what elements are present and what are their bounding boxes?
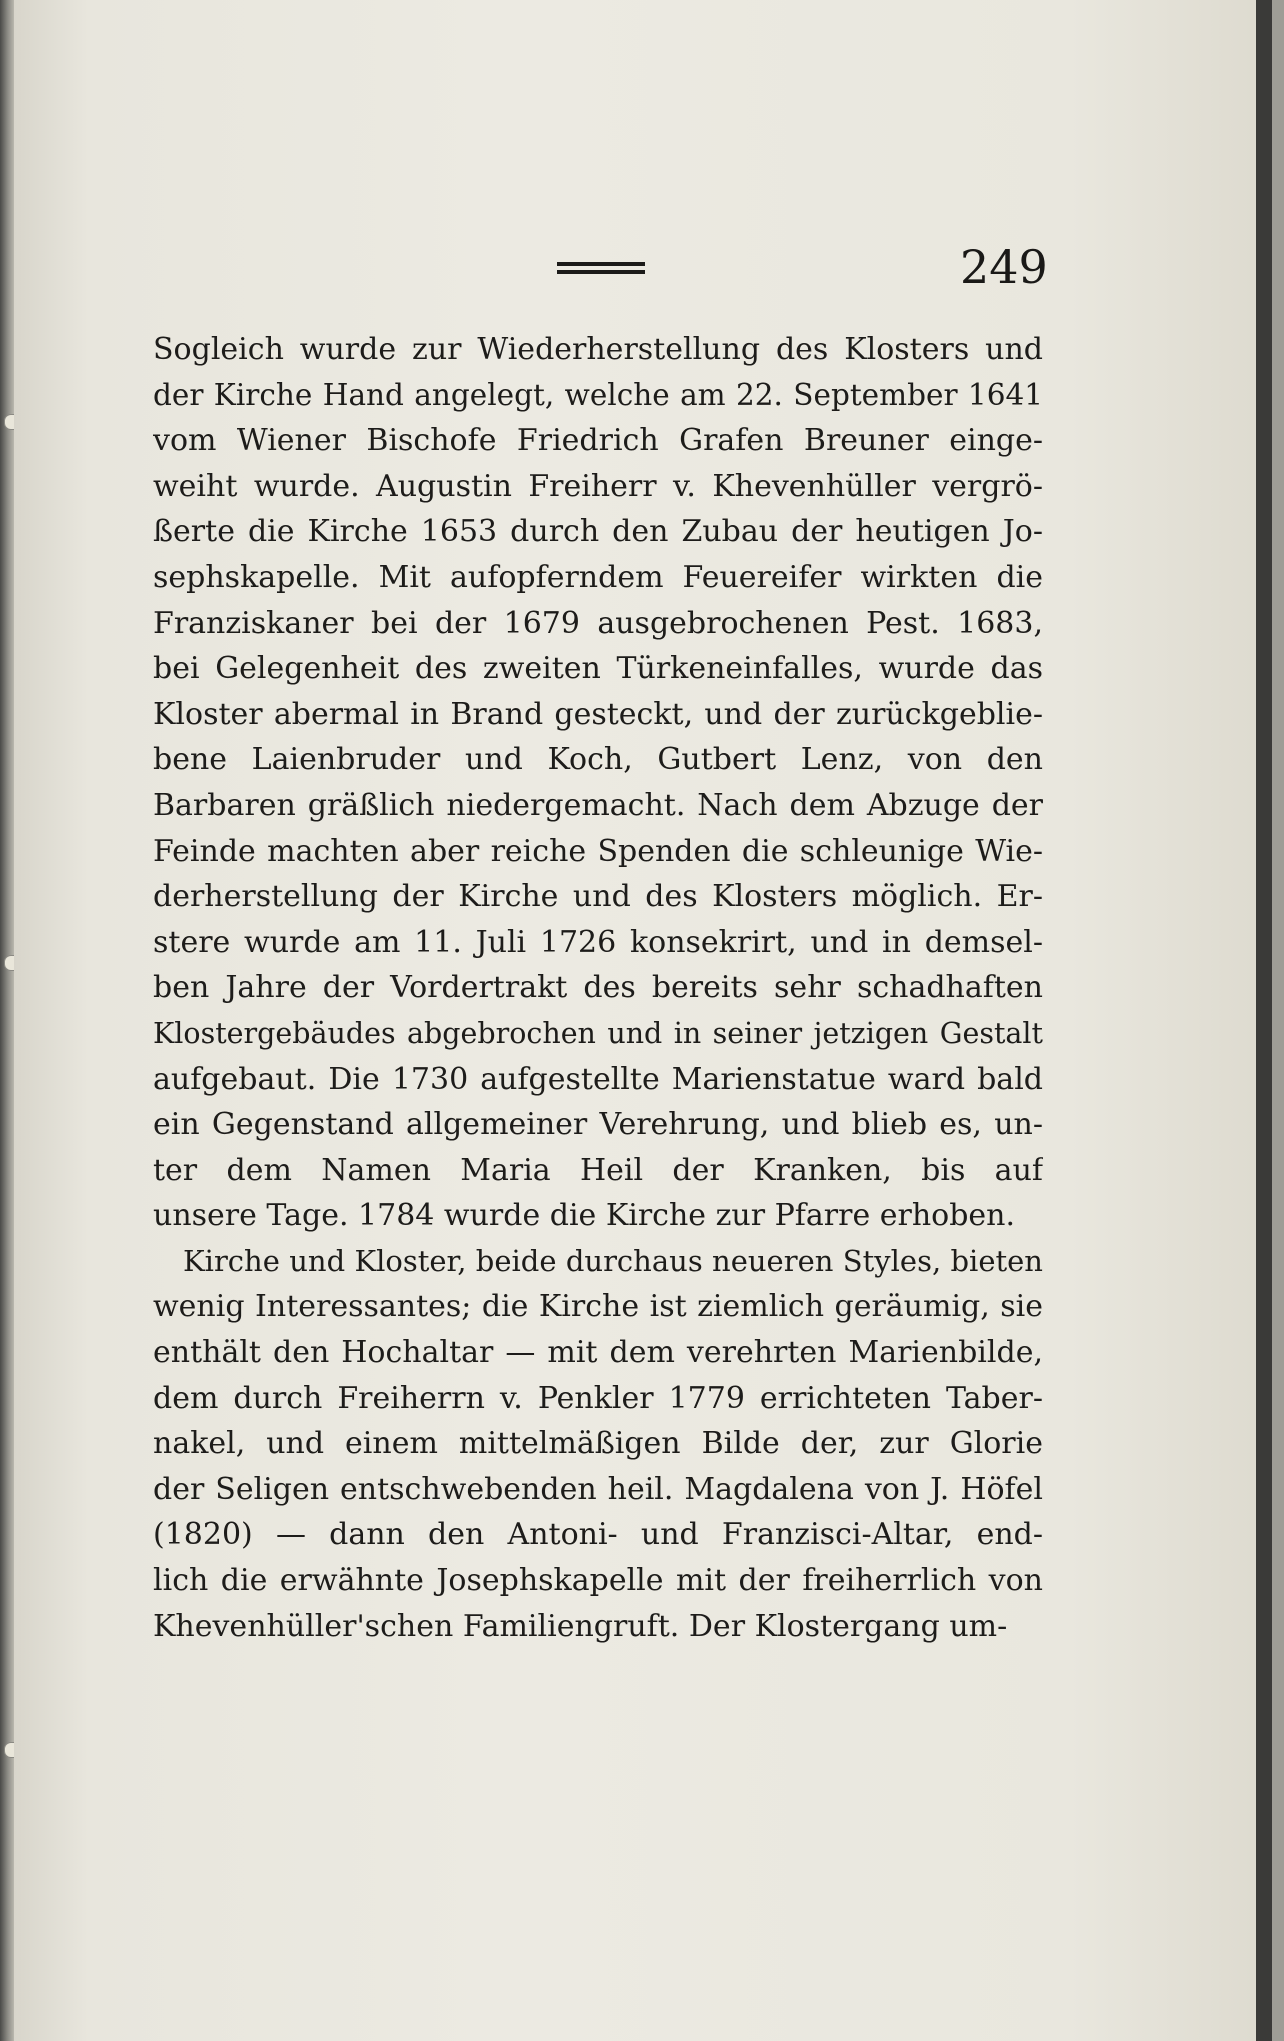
text-line: Kirche und Kloster, beide durchaus neueren Styles, bieten [183, 1243, 1043, 1278]
text-line: ßerte die Kirche 1653 durch den Zubau der heutigen Jo- [153, 514, 1043, 550]
text-line: ein Gegenstand allgemeiner Verehrung, und blieb es, un- [153, 1107, 1043, 1143]
page-number: 249 [960, 240, 1048, 294]
text-line: stere wurde am 11. Juli 1726 konsekrirt, und in demsel- [153, 924, 1043, 960]
text-line: Sogleich wurde zur Wiederherstellung des Klosters und [153, 332, 1043, 367]
text-line: sephskapelle. Mit aufopferndem Feuereifer wirkten die [153, 559, 1043, 595]
text-line: der Seligen entschwebenden heil. Magdalena von J. Höfel [153, 1471, 1043, 1507]
text-line: (1820) — dann den Antoni- und Franzisci-Altar, end- [153, 1517, 1043, 1553]
text-line: bene Laienbruder und Koch, Gutbert Lenz, von den [153, 742, 1043, 778]
text-line: ter dem Namen Maria Heil der Kranken, bis auf [153, 1152, 1043, 1188]
text-line: der Kirche Hand angelegt, welche am 22. September 1641 [153, 377, 1043, 412]
text-line: nakel, und einem mittelmäßigen Bilde der, zur Glorie [153, 1426, 1043, 1462]
text-line: Klostergebäudes abgebrochen und in seiner jetzigen Gestalt [153, 1016, 1043, 1050]
text-line: lich die erwähnte Josephskapelle mit der freiherrlich von [153, 1563, 1043, 1599]
text-line: aufgebaut. Die 1730 aufgestellte Marienstatue ward bald [153, 1061, 1043, 1097]
text-line: unsere Tage. 1784 wurde die Kirche zur Pfarre erhoben. [153, 1198, 1016, 1234]
text-line: ben Jahre der Vordertrakt des bereits sehr schadhaften [153, 970, 1043, 1006]
text-line: vom Wiener Bischofe Friedrich Grafen Breuner einge- [153, 423, 1043, 459]
text-line: Barbaren gräßlich niedergemacht. Nach dem Abzuge der [153, 787, 1043, 823]
header-rule [557, 262, 645, 276]
text-line: enthält den Hochaltar — mit dem verehrten Marienbilde, [153, 1335, 1043, 1371]
text-line: wenig Interessantes; die Kirche ist ziemlich geräumig, sie [153, 1289, 1043, 1325]
text-line: weiht wurde. Augustin Freiherr v. Khevenhüller vergrö- [153, 468, 1043, 504]
text-line: Khevenhüller'schen Familiengruft. Der Klostergang um- [153, 1608, 1008, 1644]
text-line: Feinde machten aber reiche Spenden die schleunige Wie- [153, 833, 1043, 869]
book-binding-edge [0, 0, 14, 2041]
text-line: bei Gelegenheit des zweiten Türkeneinfalles, wurde das [153, 651, 1043, 687]
text-line: Franziskaner bei der 1679 ausgebrochenen Pest. 1683, [153, 605, 1043, 641]
text-line: dem durch Freiherrn v. Penkler 1779 errichteten Taber- [153, 1380, 1043, 1416]
body-text [153, 327, 1043, 1649]
text-line: Kloster abermal in Brand gesteckt, und der zurückgeblie- [153, 696, 1043, 732]
text-line: derherstellung der Kirche und des Klosters möglich. Er- [153, 879, 1043, 915]
scan-margin [1272, 0, 1284, 2041]
page-edge-shadow [1256, 0, 1272, 2041]
